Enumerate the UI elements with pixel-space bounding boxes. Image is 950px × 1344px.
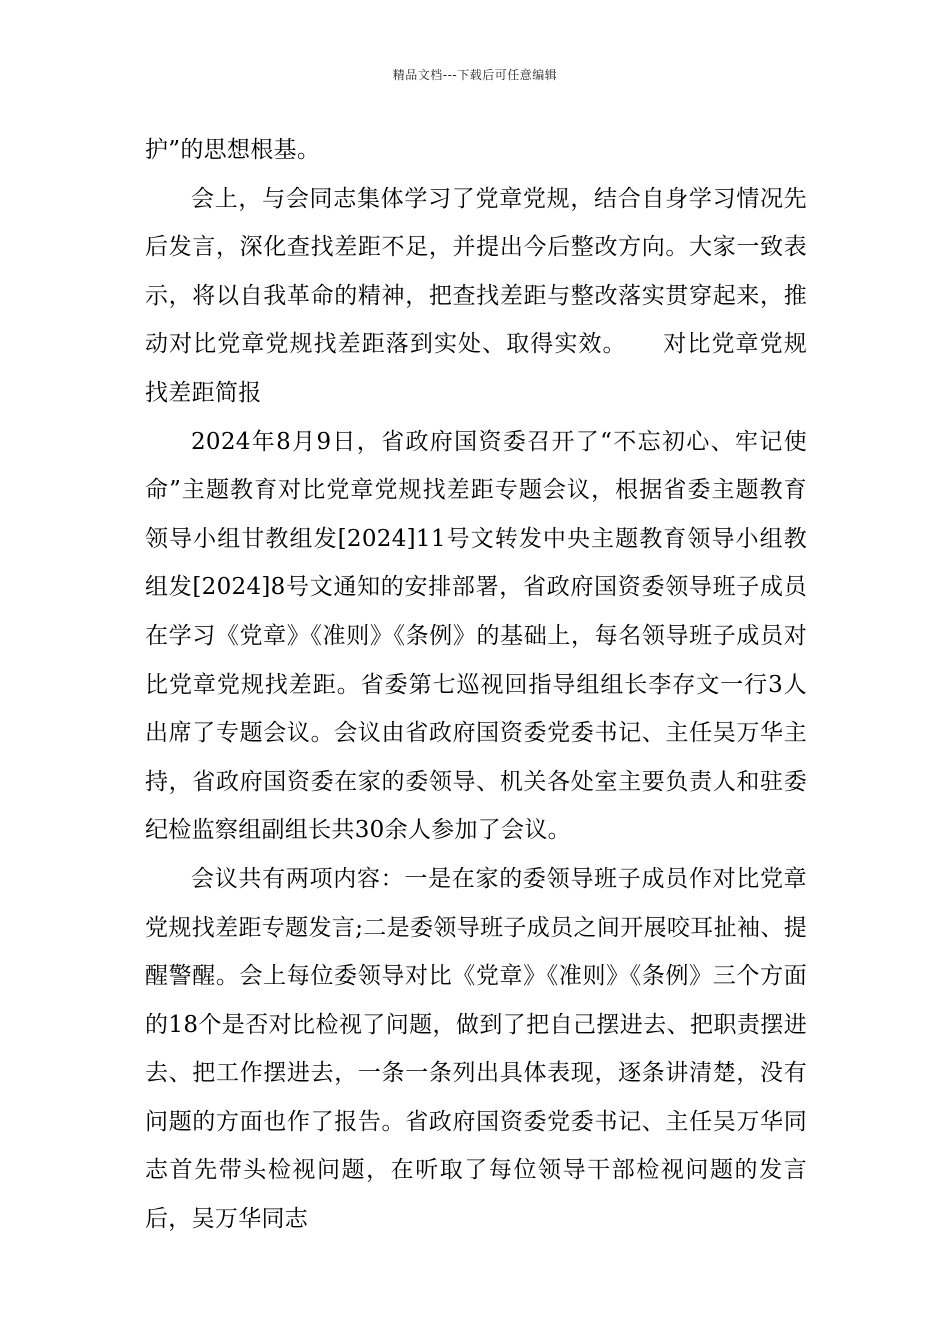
paragraph-meeting-date: 2024年8月9日，省政府国资委召开了“不忘初心、牢记使命”主题教育对比党章党规找差距专题会议，根据省委主题教育领导小组甘教组发[2024]11号文转发中央主题教育领导小组教组发[2024]8号文通知的安排部署，省政府国资委领导班子成员在学习《党章》《准则》《条例》的基础上，每名领导班子成员对比党章党规找差距。省委第七巡视回指导组组长李存文一行3人出席了专题会议。会议由省政府国资委党委书记、主任吴万华主持，省政府国资委在家的委领导、机关各处室主要负责人和驻委纪检监察组副组长共30余人参加了会议。 bbox=[145, 428, 807, 844]
paragraph-meeting-summary: 会上，与会同志集体学习了党章党规，结合自身学习情况先后发言，深化查找差距不足，并提出今后整改方向。大家一致表示，将以自我革命的精神，把查找差距与整改落实贯穿起来，推动对比党章党规找差距落到实处、取得实效。 对比党章党规找差距简报 bbox=[145, 185, 807, 406]
document-body bbox=[145, 126, 807, 1244]
paragraph-meeting-content: 会议共有两项内容：一是在家的委领导班子成员作对比党章党规找差距专题发言;二是委领导班子成员之间开展咬耳扯袖、提醒警醒。会上每位委领导对比《党章》《准则》《条例》三个方面的18个是否对比检视了问题，做到了把自己摆进去、把职责摆进去、把工作摆进去，一条一条列出具体表现，逐条讲清楚，没有问题的方面也作了报告。省政府国资委党委书记、主任吴万华同志首先带头检视问题，在听取了每位领导干部检视问题的发言后，吴万华同志 bbox=[145, 865, 807, 1233]
paragraph-continuation: 护”的思想根基。 bbox=[145, 137, 321, 163]
page-header: 精品文档---下载后可任意编辑 bbox=[392, 68, 558, 82]
